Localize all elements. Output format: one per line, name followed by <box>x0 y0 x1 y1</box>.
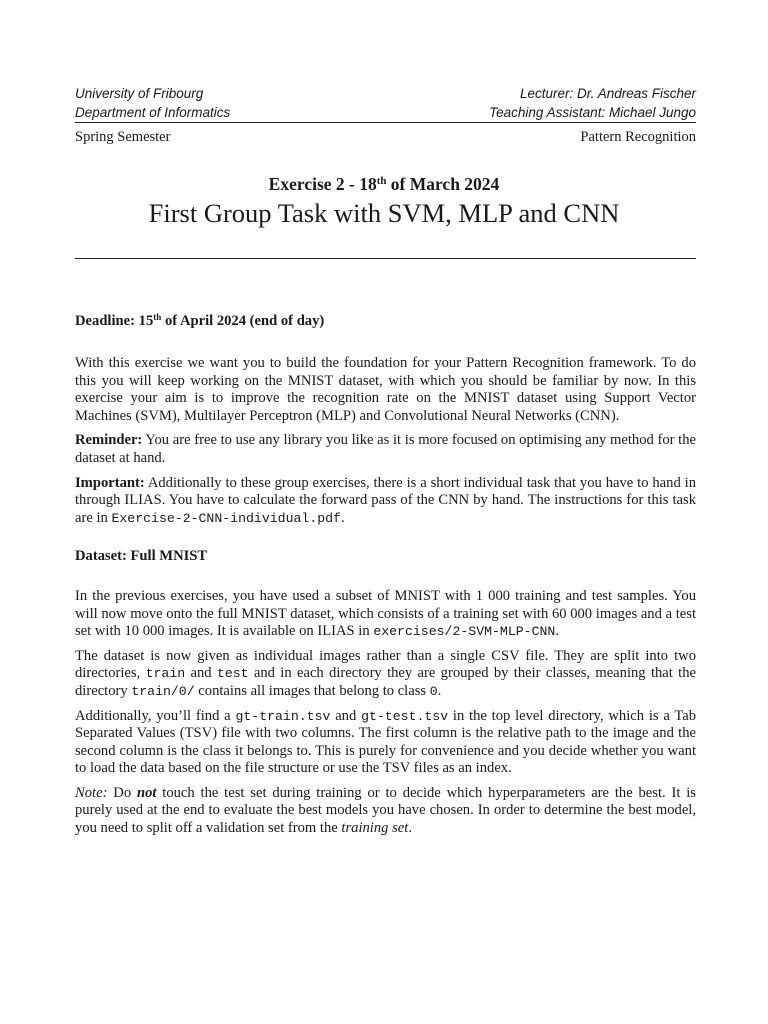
dataset-paragraph-2 <box>75 648 696 701</box>
note-emphasis: not <box>136 784 157 801</box>
department-name: Department of Informatics <box>75 105 231 120</box>
semester-label: Spring Semester <box>75 129 171 145</box>
deadline-rest: of April 2024 (end of day) <box>161 313 325 329</box>
important-end: . <box>340 509 345 526</box>
lecturer-name: Lecturer: Dr. Andreas Fischer <box>519 86 696 101</box>
note-end: . <box>408 820 412 837</box>
course-name: Pattern Recognition <box>580 129 696 145</box>
gt-train-filename: gt-train.tsv <box>235 708 331 724</box>
university-name: University of Fribourg <box>75 86 204 101</box>
dataset-p3-a: Additionally, you’ll find a <box>75 707 236 724</box>
document-body <box>75 313 696 845</box>
dataset-p2-d: contains all images that belong to class <box>194 682 430 699</box>
dataset-p2-c: and in each directory they are grouped by their classes, meaning that the directory <box>75 665 696 699</box>
dataset-p1-text: In the previous exercises, you have used a subset of MNIST with 1 000 training and test samples. You will now move onto the full MNIST dataset, which consists of a training set with 60 000 images and a test set with 10 000 images. It is available on ILIAS in <box>75 587 696 640</box>
reminder-label: Reminder: <box>75 432 143 449</box>
note-label: Note: <box>75 784 108 801</box>
dataset-p2-end: . <box>437 682 442 699</box>
exercise-date-suffix: th <box>376 175 387 188</box>
deadline-date-suffix: th <box>153 312 162 323</box>
dataset-path: exercises/2-SVM-MLP-CNN <box>373 624 556 640</box>
important-paragraph <box>75 475 696 528</box>
dataset-p3-c: in the top level directory, which is a Tab Separated Values (TSV) file with two columns. The first column is the relative path to the image and the second column is the class it belongs to. This is purely for convenience and you decide whether you want to load the data based on the file structure or use the TSV files as an index. <box>75 707 696 777</box>
exercise-prefix: Exercise 2 - 18 <box>268 174 377 194</box>
deadline-heading <box>75 313 696 333</box>
train-dir-name: train <box>145 666 186 682</box>
dataset-paragraph-3 <box>75 708 696 778</box>
exercise-subtitle <box>0 174 768 195</box>
test-dir-name: test <box>216 666 249 682</box>
note-b: touch the test set during training or to decide which hyperparameters are the best. It is purely used at the end to evaluate the best models you have chosen. In order to determine the best model, you need to split off a validation set from the <box>75 784 696 837</box>
reminder-paragraph <box>75 432 696 467</box>
class-id: 0 <box>429 683 438 699</box>
header-row-1 <box>75 84 696 103</box>
class-dir-path: train/0/ <box>131 683 195 699</box>
header-divider <box>75 122 696 123</box>
dataset-p2-b: and <box>185 665 217 682</box>
intro-paragraph: With this exercise we want you to build the foundation for your Pattern Recognition framework. To do this you will keep working on the MNIST dataset, with which you should be familiar by now. In this exercise your aim is to improve the recognition rate on the MNIST dataset using Support Vector Machines (SVM), Multilayer Perceptron (MLP) and Convolutional Neural Networks (CNN). <box>75 355 696 424</box>
page-header <box>75 84 696 122</box>
semester-row <box>75 129 696 146</box>
title-divider <box>75 258 696 259</box>
note-training-set: training set <box>341 820 409 837</box>
page-title: First Group Task with SVM, MLP and CNN <box>148 198 620 228</box>
important-label: Important: <box>75 474 145 491</box>
header-row-2 <box>75 103 696 122</box>
dataset-heading: Dataset: Full MNIST <box>75 548 208 565</box>
note-a: Do <box>107 784 137 801</box>
dataset-p3-b: and <box>330 707 362 724</box>
note-paragraph <box>75 785 696 838</box>
dataset-paragraph-1 <box>75 588 696 641</box>
exercise-date-rest: of March 2024 <box>386 174 500 194</box>
deadline-prefix: Deadline: 15 <box>75 313 154 329</box>
individual-task-filename: Exercise-2-CNN-individual.pdf <box>111 510 341 526</box>
gt-test-filename: gt-test.tsv <box>361 708 449 724</box>
dataset-p2-a: The dataset is now given as individual images rather than a single CSV file. They are split into two directories, <box>75 647 696 682</box>
reminder-text: You are free to use any library you like as it is more focused on optimising any method for the dataset at hand. <box>75 432 696 466</box>
dataset-p1-end: . <box>555 623 559 640</box>
important-text: Additionally to these group exercises, there is a short individual task that you have to hand in through ILIAS. You have to calculate the forward pass of the CNN by hand. The instructions for this task are in <box>75 474 696 526</box>
assistant-name: Teaching Assistant: Michael Jungo <box>489 105 696 120</box>
